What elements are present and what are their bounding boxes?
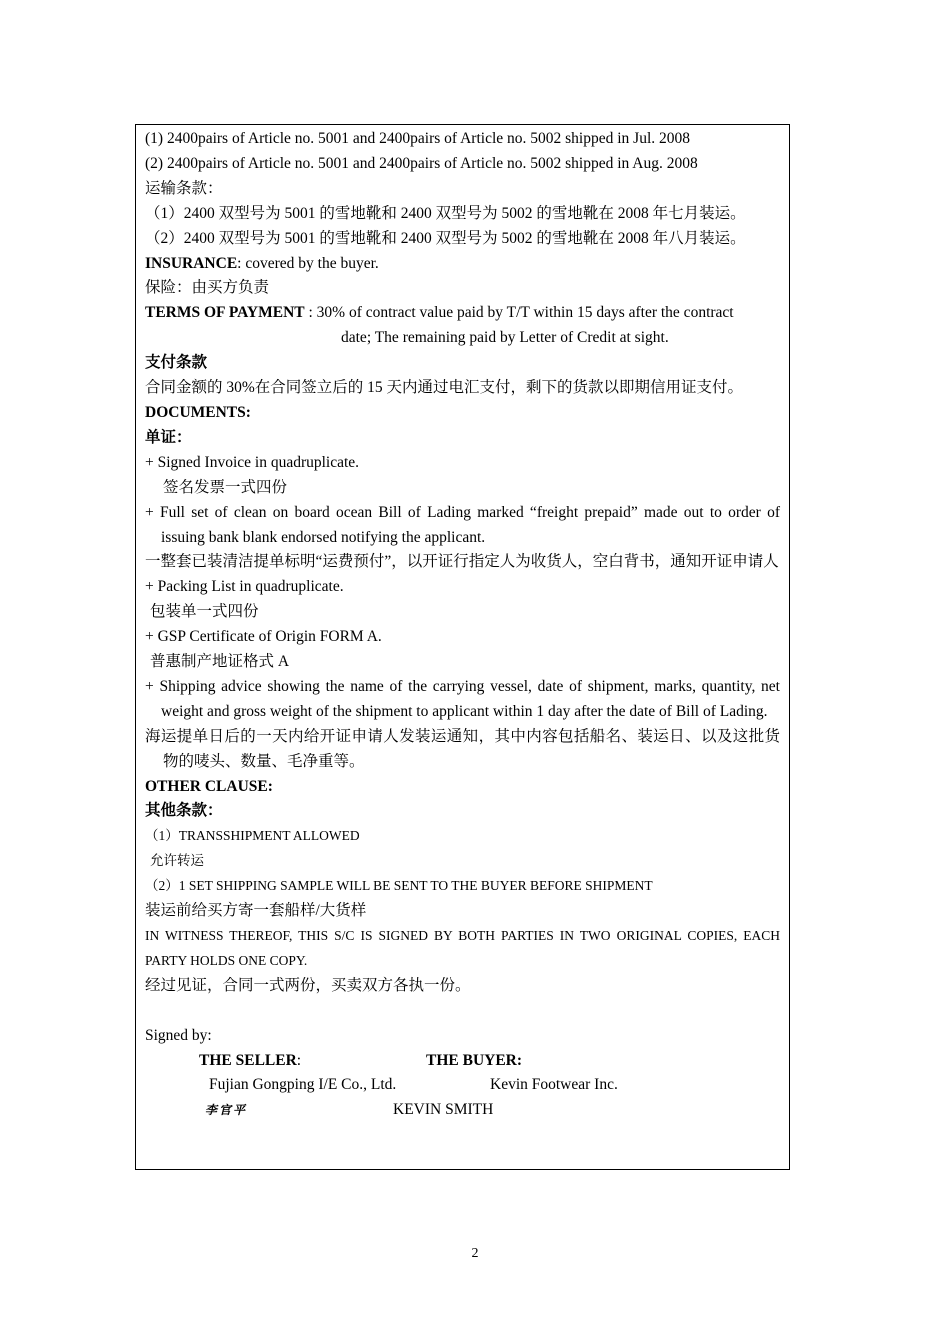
buyer-label: THE BUYER: (426, 1051, 523, 1069)
payment-cn-text: 合同金额的 30%在合同签立后的 15 天内通过电汇支付，剩下的货款以即期信用证支付。 (145, 379, 744, 397)
buyer-signature: KEVIN SMITH (393, 1101, 494, 1119)
shipment-line-1: (1) 2400pairs of Article no. 5001 and 2400pairs of Article no. 5002 shipped in Jul. 2008 (145, 130, 691, 147)
signed-by-label: Signed by: (145, 1026, 212, 1044)
insurance-text: : covered by the buyer. (237, 254, 379, 272)
payment-line-2: date; The remaining paid by Letter of Credit at sight. (341, 329, 669, 347)
insurance-label: INSURANCE (145, 254, 238, 272)
payment-cn-title: 支付条款 (145, 354, 208, 372)
signature-labels-row (145, 1049, 780, 1074)
document-item-invoice: + Signed Invoice in quadruplicate. (145, 453, 360, 471)
clause-transshipment-cn: 允许转运 (150, 853, 204, 869)
document-item-packing-list: + Packing List in quadruplicate. (145, 578, 344, 596)
document-item-packing-list-cn: 包装单一式四份 (150, 603, 259, 621)
seller-name: Fujian Gongping I/E Co., Ltd. (209, 1076, 397, 1094)
shipment-cn-title: 运输条款： (145, 179, 223, 197)
document-item-gsp-cn: 普惠制产地证格式 A (150, 653, 290, 671)
seller-label-group (199, 1049, 301, 1074)
page-number: 2 (471, 1246, 479, 1261)
signature-signs-row (145, 1098, 780, 1123)
document-item-shipping-advice: + Shipping advice showing the name of the carrying vessel, date of shipment, marks, quantity, net weight and gross weight of the shipment to applicant within 1 day after the date of Bill of Lading. (145, 677, 780, 720)
document-item-shipping-advice-cn: 海运提单日后的一天内给开证申请人发装运通知，其中内容包括船名、装运日、以及这批货物的唛头、数量、毛净重等。 (145, 727, 780, 770)
shipment-cn-line-2: （2）2400 双型号为 5001 的雪地靴和 2400 双型号为 5002 的雪地靴在 2008 年八月装运。 (145, 229, 746, 247)
seller-label-colon: : (296, 1051, 302, 1069)
spacer (145, 999, 780, 1024)
shipment-line-2: (2) 2400pairs of Article no. 5001 and 2400pairs of Article no. 5002 shipped in Aug. 2008 (145, 154, 698, 172)
clause-shipping-sample-cn: 装运前给买方寄一套船样/大货样 (145, 902, 367, 920)
document-item-invoice-cn: 签名发票一式四份 (163, 478, 288, 496)
signature-names-row (145, 1073, 780, 1098)
witness-clause-cn: 经过见证，合同一式两份，买卖双方各执一份。 (145, 976, 471, 994)
seller-label: THE SELLER (199, 1051, 297, 1069)
shipment-cn-line-1: （1）2400 双型号为 5001 的雪地靴和 2400 双型号为 5002 的雪地靴在 2008 年七月装运。 (145, 204, 746, 222)
insurance-line (145, 252, 780, 277)
payment-text-1: : 30% of contract value paid by T/T within 15 days after the contract (304, 304, 734, 322)
document-item-gsp: + GSP Certificate of Origin FORM A. (145, 628, 382, 646)
clause-transshipment: （1）TRANSSHIPMENT ALLOWED (145, 828, 360, 844)
clause-shipping-sample: （2）1 SET SHIPPING SAMPLE WILL BE SENT TO THE BUYER BEFORE SHIPMENT (145, 878, 653, 894)
witness-clause: IN WITNESS THEREOF, THIS S/C IS SIGNED BY BOTH PARTIES IN TWO ORIGINAL COPIES, EACH PARTY HOLDS ONE COPY. (145, 928, 780, 968)
seller-signature: 李官平 (205, 1103, 248, 1118)
payment-line-1 (145, 301, 780, 326)
document-item-bill-of-lading-cn: 一整套已装清洁提单标明“运费预付”，以开证行指定人为收货人，空白背书，通知开证申请人 (145, 553, 779, 571)
contract-frame (135, 124, 790, 1170)
documents-title: DOCUMENTS: (145, 403, 251, 421)
documents-cn-title: 单证： (145, 428, 192, 446)
document-item-bill-of-lading: + Full set of clean on board ocean Bill of Lading marked “freight prepaid” made out to order of issuing bank blank endorsed notifying the applicant. (145, 503, 780, 546)
other-clause-title: OTHER CLAUSE: (145, 777, 273, 795)
other-clause-cn-title: 其他条款： (145, 802, 223, 820)
buyer-name: Kevin Footwear Inc. (490, 1076, 618, 1094)
payment-label: TERMS OF PAYMENT (145, 304, 305, 322)
insurance-cn: 保险：由买方负责 (145, 279, 270, 297)
